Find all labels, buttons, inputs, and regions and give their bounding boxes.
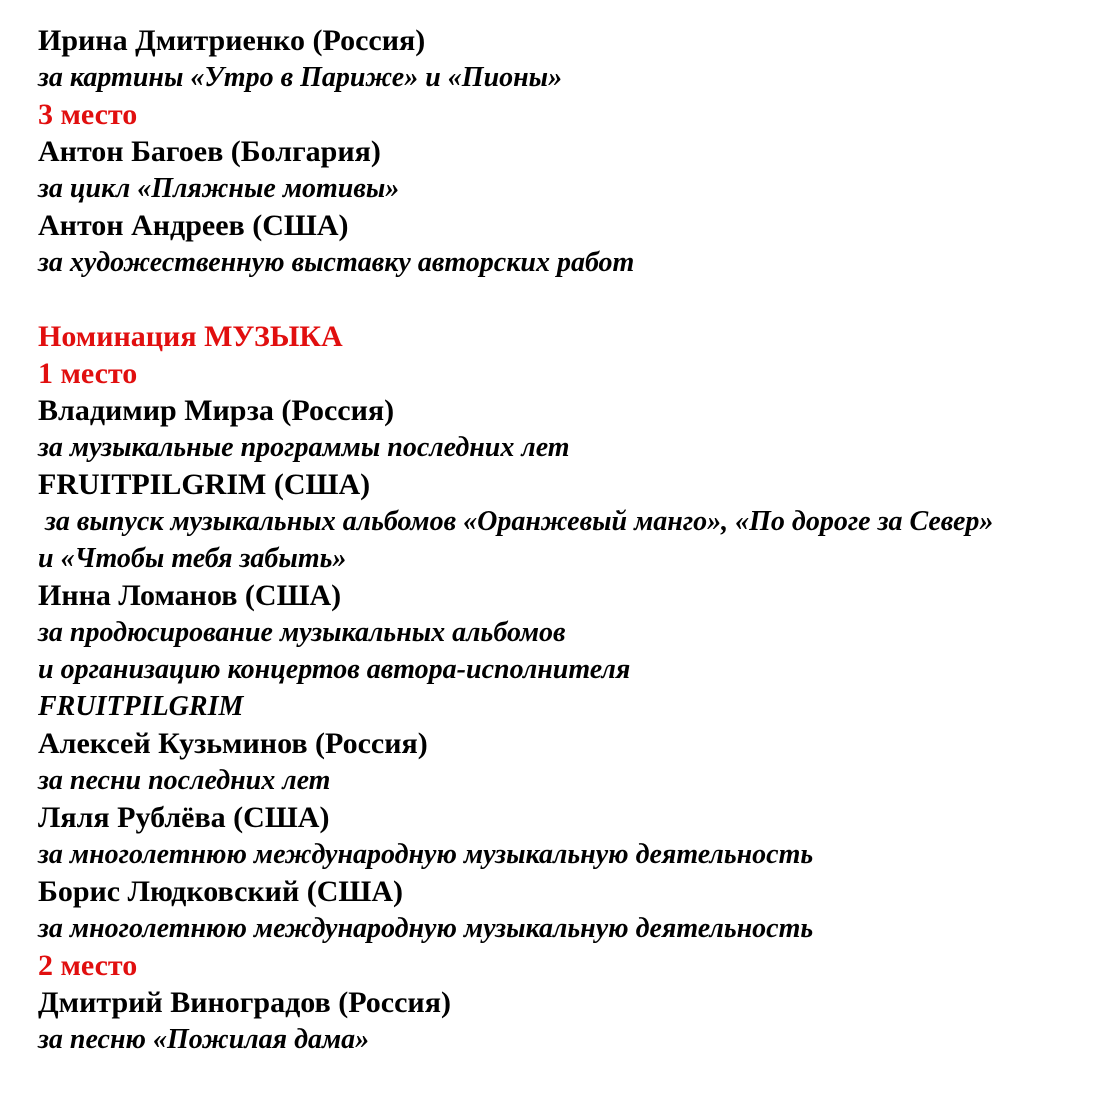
winner-name: Алексей Кузьминов (Россия) [38, 727, 428, 760]
winner-name: Антон Багоев (Болгария) [38, 135, 381, 168]
winner-name: Дмитрий Виноградов (Россия) [38, 986, 451, 1019]
winner-name: Инна Ломанов (США) [38, 579, 342, 612]
section-heading: 1 место [38, 357, 138, 390]
award-citation: за песню «Пожилая дама» [38, 1024, 370, 1055]
award-citation: за продюсирование музыкальных альбомов [38, 617, 566, 648]
winner-name: Борис Людковский (США) [38, 875, 403, 908]
winner-name: FRUITPILGRIM (США) [38, 468, 371, 501]
award-citation: за цикл «Пляжные мотивы» [38, 173, 400, 204]
winner-name: Антон Андреев (США) [38, 209, 349, 242]
section-heading: 2 место [38, 949, 138, 982]
section-heading: 3 место [38, 98, 138, 131]
winner-name: Владимир Мирза (Россия) [38, 394, 395, 427]
award-citation: за многолетнюю международную музыкальную деятельность [38, 913, 814, 944]
section-heading: Номинация МУЗЫКА [38, 320, 343, 353]
award-citation: и «Чтобы тебя забыть» [38, 543, 347, 574]
award-citation: за картины «Утро в Париже» и «Пионы» [38, 62, 563, 93]
winner-name: Ляля Рублёва (США) [38, 801, 330, 834]
award-citation: за песни последних лет [38, 765, 331, 796]
winner-name: Ирина Дмитриенко (Россия) [38, 24, 426, 57]
blank-line [38, 281, 1098, 318]
award-citation: за многолетнюю международную музыкальную деятельность [38, 839, 814, 870]
award-citation: за выпуск музыкальных альбомов «Оранжевый манго», «По дороге за Север» [38, 506, 994, 537]
award-citation: и организацию концертов автора-исполнителя [38, 654, 631, 685]
award-citation: за художественную выставку авторских работ [38, 247, 635, 278]
award-citation: FRUITPILGRIM [38, 691, 244, 722]
award-citation: за музыкальные программы последних лет [38, 432, 570, 463]
